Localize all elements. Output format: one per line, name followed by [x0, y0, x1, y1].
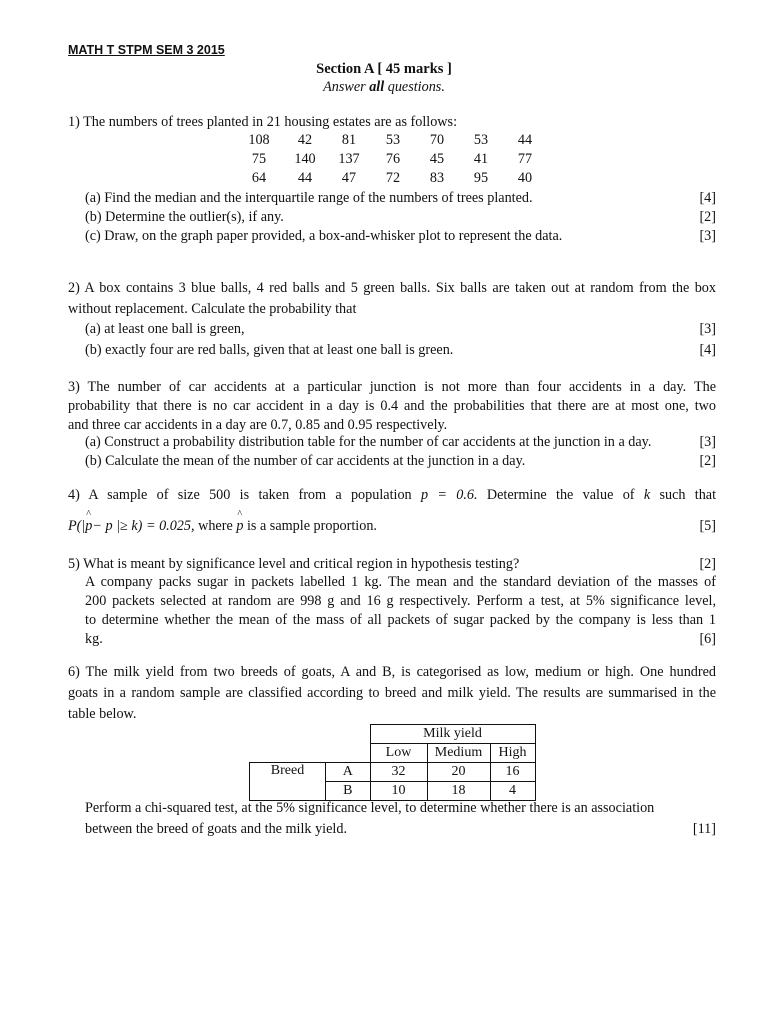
breed-label: A	[326, 763, 371, 782]
section-instruction: Answer all questions.	[323, 79, 445, 95]
q2-text: 2) A box contains 3 blue balls, 4 red balls and 5 green balls. Six balls are taken out at random from the box without replacement. Calculate the probability that	[68, 280, 716, 317]
table-cell: 10	[370, 782, 427, 801]
q2-part-b: (b) exactly four are red balls, given that at least one ball is green. [4]	[85, 342, 716, 358]
q1-parts	[85, 189, 716, 246]
q5-line1: 5) What is meant by significance level and critical region in hypothesis testing? [2]	[68, 556, 716, 572]
q1-value: 140	[294, 151, 316, 167]
q1-value: 76	[385, 151, 401, 167]
q5-paragraph: A company packs sugar in packets labelled 1 kg. The mean and the standard deviation of the masses of 200 packets selected at random are 998 g and 16 g respectively. Perform a test, at 5% significance level, to determine whether the mean of the mass of all packets of sugar packed by the company is less than 1 kg. [6]	[85, 574, 716, 647]
q1-part-a: (a) Find the median and the interquartile range of the numbers of trees planted. [4]	[85, 190, 716, 206]
marks: [4]	[699, 190, 716, 206]
q4-formula-line: P(|^ p− p |≥ k) = 0.025, where ^ p is a sample proportion. [5]	[68, 517, 716, 536]
q1-data-row	[235, 169, 547, 188]
exam-header: MATH T STPM SEM 3 2015	[68, 43, 225, 57]
q1-value: 64	[251, 170, 267, 186]
q3-part-a: (a) Construct a probability distribution table for the number of car accidents at the junction in a day. [3]	[85, 434, 716, 450]
q1-value: 53	[385, 132, 401, 148]
p-hat: ^ p	[85, 517, 92, 536]
marks: [11]	[692, 821, 716, 837]
q1-intro: 1) The numbers of trees planted in 21 housing estates are as follows:	[68, 114, 458, 130]
col-header: Low	[370, 744, 427, 763]
q3-parts	[85, 433, 716, 471]
q3-part-b: (b) Calculate the mean of the number of car accidents at the junction in a day. [2]	[85, 453, 716, 469]
q1-value: 108	[248, 132, 270, 148]
p-hat: ^ p	[236, 517, 243, 536]
q1-value: 45	[429, 151, 445, 167]
q1-data-row	[235, 150, 547, 169]
q3-text: 3) The number of car accidents at a particular junction is not more than four accidents in a day. The probability that there is no car accident in a day is 0.4 and the probabilities that there are at most one, two and three car accidents in a day are 0.7, 0.85 and 0.95 respectively.	[68, 379, 716, 433]
section-title: Section A [ 45 marks ]	[316, 61, 452, 77]
marks: [2]	[699, 453, 716, 469]
q1-value: 95	[473, 170, 489, 186]
col-header: Medium	[427, 744, 490, 763]
q1-value: 77	[517, 151, 533, 167]
q6-after: Perform a chi-squared test, at the 5% significance level, to determine whether there is an association between the breed of goats and the milk yield. [11]	[85, 800, 716, 837]
q1-value: 47	[341, 170, 357, 186]
q1-value: 44	[297, 170, 313, 186]
q4-line1: 4) A sample of size 500 is taken from a population p = 0.6. Determine the value of k such that	[68, 487, 717, 503]
table-cell: 18	[427, 782, 490, 801]
q1-value: 75	[251, 151, 267, 167]
q1-value: 137	[338, 151, 360, 167]
q1-value: 44	[517, 132, 533, 148]
q1-value: 40	[517, 170, 533, 186]
row-group-label: Breed	[250, 763, 326, 801]
q1-value: 81	[341, 132, 357, 148]
table-group-header: Milk yield	[370, 725, 535, 744]
table-cell: 4	[490, 782, 535, 801]
q1-data-row	[235, 131, 547, 150]
q1-value: 53	[473, 132, 489, 148]
q1-value: 72	[385, 170, 401, 186]
col-header: High	[490, 744, 535, 763]
marks: [4]	[699, 342, 716, 358]
marks: [3]	[699, 434, 716, 450]
q1-value: 70	[429, 132, 445, 148]
table-cell: 16	[490, 763, 535, 782]
q1-value: 42	[297, 132, 313, 148]
marks: [2]	[699, 209, 716, 225]
q1-value: 41	[473, 151, 489, 167]
marks: [6]	[699, 631, 716, 647]
q2-part-a: (a) at least one ball is green, [3]	[85, 321, 716, 337]
table-cell: 20	[427, 763, 490, 782]
table-row	[250, 763, 536, 782]
marks: [3]	[699, 228, 716, 244]
q1-part-c: (c) Draw, on the graph paper provided, a box-and-whisker plot to represent the data. [3]	[85, 228, 716, 244]
q1-value: 83	[429, 170, 445, 186]
marks: [3]	[699, 321, 716, 337]
q1-data-grid	[235, 131, 547, 188]
q1-part-b: (b) Determine the outlier(s), if any. [2]	[85, 209, 716, 225]
q2-parts	[85, 320, 716, 360]
marks: [2]	[699, 556, 716, 572]
table-cell: 32	[370, 763, 427, 782]
breed-label: B	[326, 782, 371, 801]
milk-yield-table	[249, 724, 536, 801]
q6-text: 6) The milk yield from two breeds of goats, A and B, is categorised as low, medium or high. One hundred goats in a random sample are classified according to breed and milk yield. The results are summarised in the table below.	[68, 664, 716, 722]
marks: [5]	[699, 518, 716, 534]
